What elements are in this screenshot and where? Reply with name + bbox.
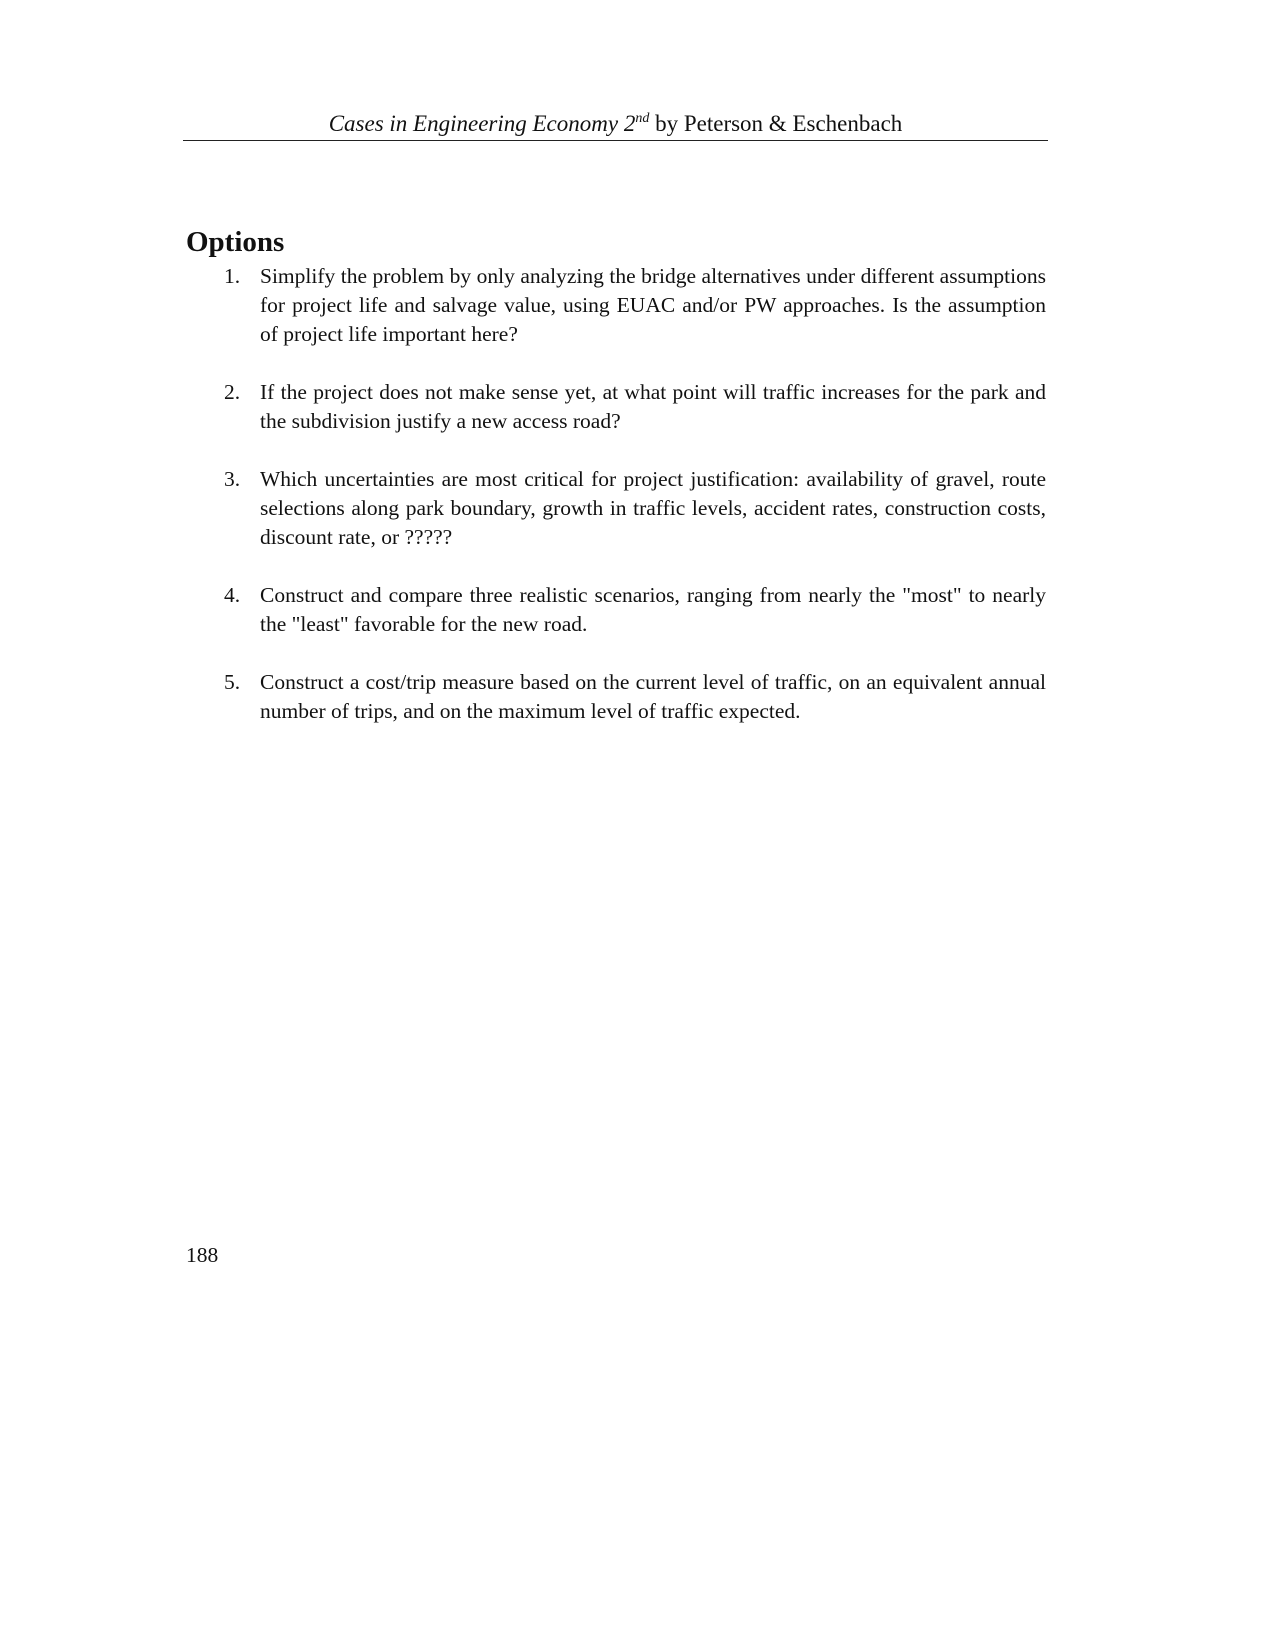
list-item <box>186 465 1046 552</box>
book-authors: by Peterson & Eschenbach <box>649 111 903 136</box>
options-list <box>186 262 1046 755</box>
list-item <box>186 262 1046 349</box>
section-heading: Options <box>186 226 285 258</box>
book-title: Cases in Engineering Economy 2 <box>328 111 636 136</box>
page-number: 188 <box>186 1243 219 1267</box>
list-item-number: 1. <box>224 264 241 288</box>
list-item <box>186 581 1046 639</box>
list-item-text: If the project does not make sense yet, at what point will traffic increases for the park and the subdivision justify a new access road? <box>260 380 1046 433</box>
list-item-number: 4. <box>224 583 241 607</box>
list-item-text: Construct and compare three realistic scenarios, ranging from nearly the "most" to nearly the "least" favorable for the new road. <box>260 583 1046 636</box>
list-item-number: 2. <box>224 380 241 404</box>
list-item-text: Which uncertainties are most critical for project justification: availability of gravel, route selections along park boundary, growth in traffic levels, accident rates, construction costs, discount rate, or ????? <box>260 467 1046 549</box>
list-item-number: 3. <box>224 467 241 491</box>
running-header <box>183 110 1048 138</box>
list-item-number: 5. <box>224 670 241 694</box>
list-item <box>186 378 1046 436</box>
list-item-text: Construct a cost/trip measure based on the current level of traffic, on an equivalent annual number of trips, and on the maximum level of traffic expected. <box>260 670 1046 723</box>
header-rule <box>183 140 1048 141</box>
list-item <box>186 668 1046 726</box>
list-item-text: Simplify the problem by only analyzing the bridge alternatives under different assumptions for project life and salvage value, using EUAC and/or PW approaches. Is the assumption of project life important here? <box>260 264 1046 346</box>
edition-superscript: nd <box>635 111 650 126</box>
